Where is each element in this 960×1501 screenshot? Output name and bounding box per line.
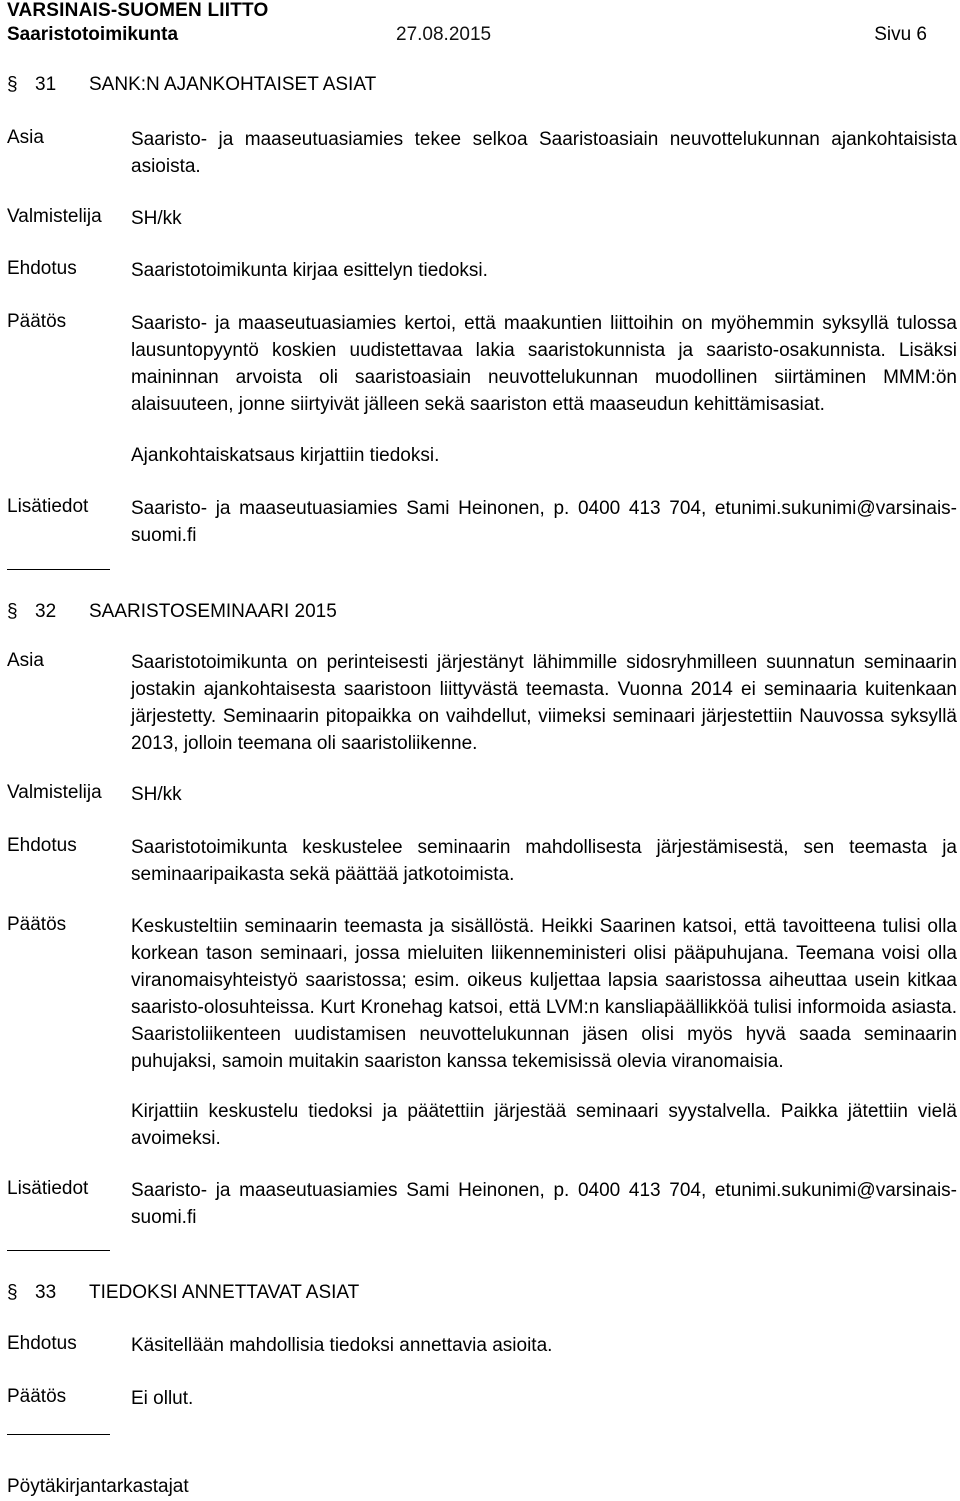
- paatos-text: Saaristo- ja maaseutuasiamies kertoi, että maakuntien liittoihin on myöhemmin syksyllä tulossa lausuntopyyntö koskien uudistettavaa lakia saaristokunnista ja saaristo-osakunnista. Lisäksi maininnan arvoista oli saaristoasiain neuvottelukunnan muodollinen siirtäminen MMM:ön alaisuuteen, jonne siirtyivät jälleen sekä saariston että maaseudun kehittämisasiat.: [131, 313, 957, 415]
- asia-label: Asia: [7, 127, 44, 148]
- lisatiedot-label: Lisätiedot: [7, 1178, 89, 1199]
- paatos-text-2: Kirjattiin keskustelu tiedoksi ja päätettiin järjestää seminaari syystalvella. Paikka jätettiin vielä avoimeksi.: [131, 1101, 957, 1149]
- ehdotus-text: Saaristotoimikunta kirjaa esittelyn tiedoksi.: [131, 260, 488, 281]
- section-title: TIEDOKSI ANNETTAVAT ASIAT: [89, 1282, 360, 1303]
- ehdotus-label: Ehdotus: [7, 835, 77, 856]
- meeting-date: 27.08.2015: [396, 24, 492, 45]
- committee-name: Saaristotoimikunta: [7, 24, 179, 45]
- valmistelija-text: SH/kk: [131, 208, 182, 229]
- section-symbol: §: [7, 74, 18, 95]
- section-symbol: §: [7, 601, 18, 622]
- lisatiedot-label: Lisätiedot: [7, 496, 89, 517]
- valmistelija-label: Valmistelija: [7, 782, 102, 803]
- section-title: SANK:N AJANKOHTAISET ASIAT: [89, 74, 377, 95]
- paatos-text: Ei ollut.: [131, 1388, 194, 1409]
- asia-label: Asia: [7, 650, 44, 671]
- paatos-label: Päätös: [7, 914, 67, 935]
- paatos-label: Päätös: [7, 1386, 67, 1407]
- section-heading-31: [7, 74, 957, 102]
- section-title: SAARISTOSEMINAARI 2015: [89, 601, 337, 622]
- paatos-text: Keskusteltiin seminaarin teemasta ja sisällöstä. Heikki Saarinen katsoi, että tavoitteena tulisi olla korkean tason seminaari, jossa mieluiten liikenneministeri olisi pääpuhujana. Teemana voisi olla viranomaisyhteistyö saaristossa; esim. oikeus kuljettaa lapsia saaristossa aiheuttaa usein kitkaa saaristo-olosuhteissa. Kurt Kronehag katsoi, että LVM:n kansliapäällikköä tulisi informoida asiasta. Saaristoliikenteen uudistamisen neuvottelukunnan jäsen olisi myös hyvä saada seminaarin puhujaksi, samoin muitakin saariston kanssa tekemisissä olevia viranomaisia.: [131, 916, 957, 1072]
- lisatiedot-text: Saaristo- ja maaseutuasiamies Sami Heinonen, p. 0400 413 704, etunimi.sukunimi@varsinais-suomi.fi: [131, 1180, 957, 1228]
- paatos-label: Päätös: [7, 311, 67, 332]
- ehdotus-text: Saaristotoimikunta keskustelee seminaarin mahdollisesta järjestämisestä, sen teemasta ja seminaaripaikasta sekä päättää jatkotoimista.: [131, 837, 957, 885]
- lisatiedot-text: Saaristo- ja maaseutuasiamies Sami Heinonen, p. 0400 413 704, etunimi.sukunimi@varsinais-suomi.fi: [131, 498, 957, 546]
- ehdotus-text: Käsitellään mahdollisia tiedoksi annettavia asioita.: [131, 1335, 553, 1356]
- paatos-text-2: Ajankohtaiskatsaus kirjattiin tiedoksi.: [131, 445, 440, 466]
- ehdotus-label: Ehdotus: [7, 258, 77, 279]
- page-number: Sivu 6: [874, 24, 927, 45]
- section-heading-33: [7, 1282, 957, 1310]
- asia-text: Saaristotoimikunta on perinteisesti järjestänyt lähimmille sidosryhmilleen suunnatun seminaarin jostakin ajankohtaisesta saaristoon liittyvästä teemasta. Vuonna 2014 ei seminaaria kuitenkaan järjestetty. Seminaarin pitopaikka on vaihdellut, viimeksi seminaari järjestettiin Nauvossa syksyllä 2013, jolloin teemana oli saaristoliikenne.: [131, 652, 957, 754]
- header-row: [7, 24, 927, 48]
- section-heading-32: [7, 601, 957, 629]
- section-symbol: §: [7, 1282, 18, 1303]
- section-number: 33: [35, 1282, 57, 1303]
- valmistelija-label: Valmistelija: [7, 206, 102, 227]
- section-number: 31: [35, 74, 57, 95]
- asia-text: Saaristo- ja maaseutuasiamies tekee selkoa Saaristoasiain neuvottelukunnan ajankohtaisista asioista.: [131, 129, 957, 177]
- section-separator: [7, 569, 110, 570]
- section-separator: [7, 1250, 110, 1251]
- organization-name: VARSINAIS-SUOMEN LIITTO: [7, 0, 269, 21]
- section-separator: [7, 1434, 110, 1435]
- section-number: 32: [35, 601, 57, 622]
- valmistelija-text: SH/kk: [131, 784, 182, 805]
- ehdotus-label: Ehdotus: [7, 1333, 77, 1354]
- footer-signatories-label: Pöytäkirjantarkastajat: [7, 1476, 189, 1497]
